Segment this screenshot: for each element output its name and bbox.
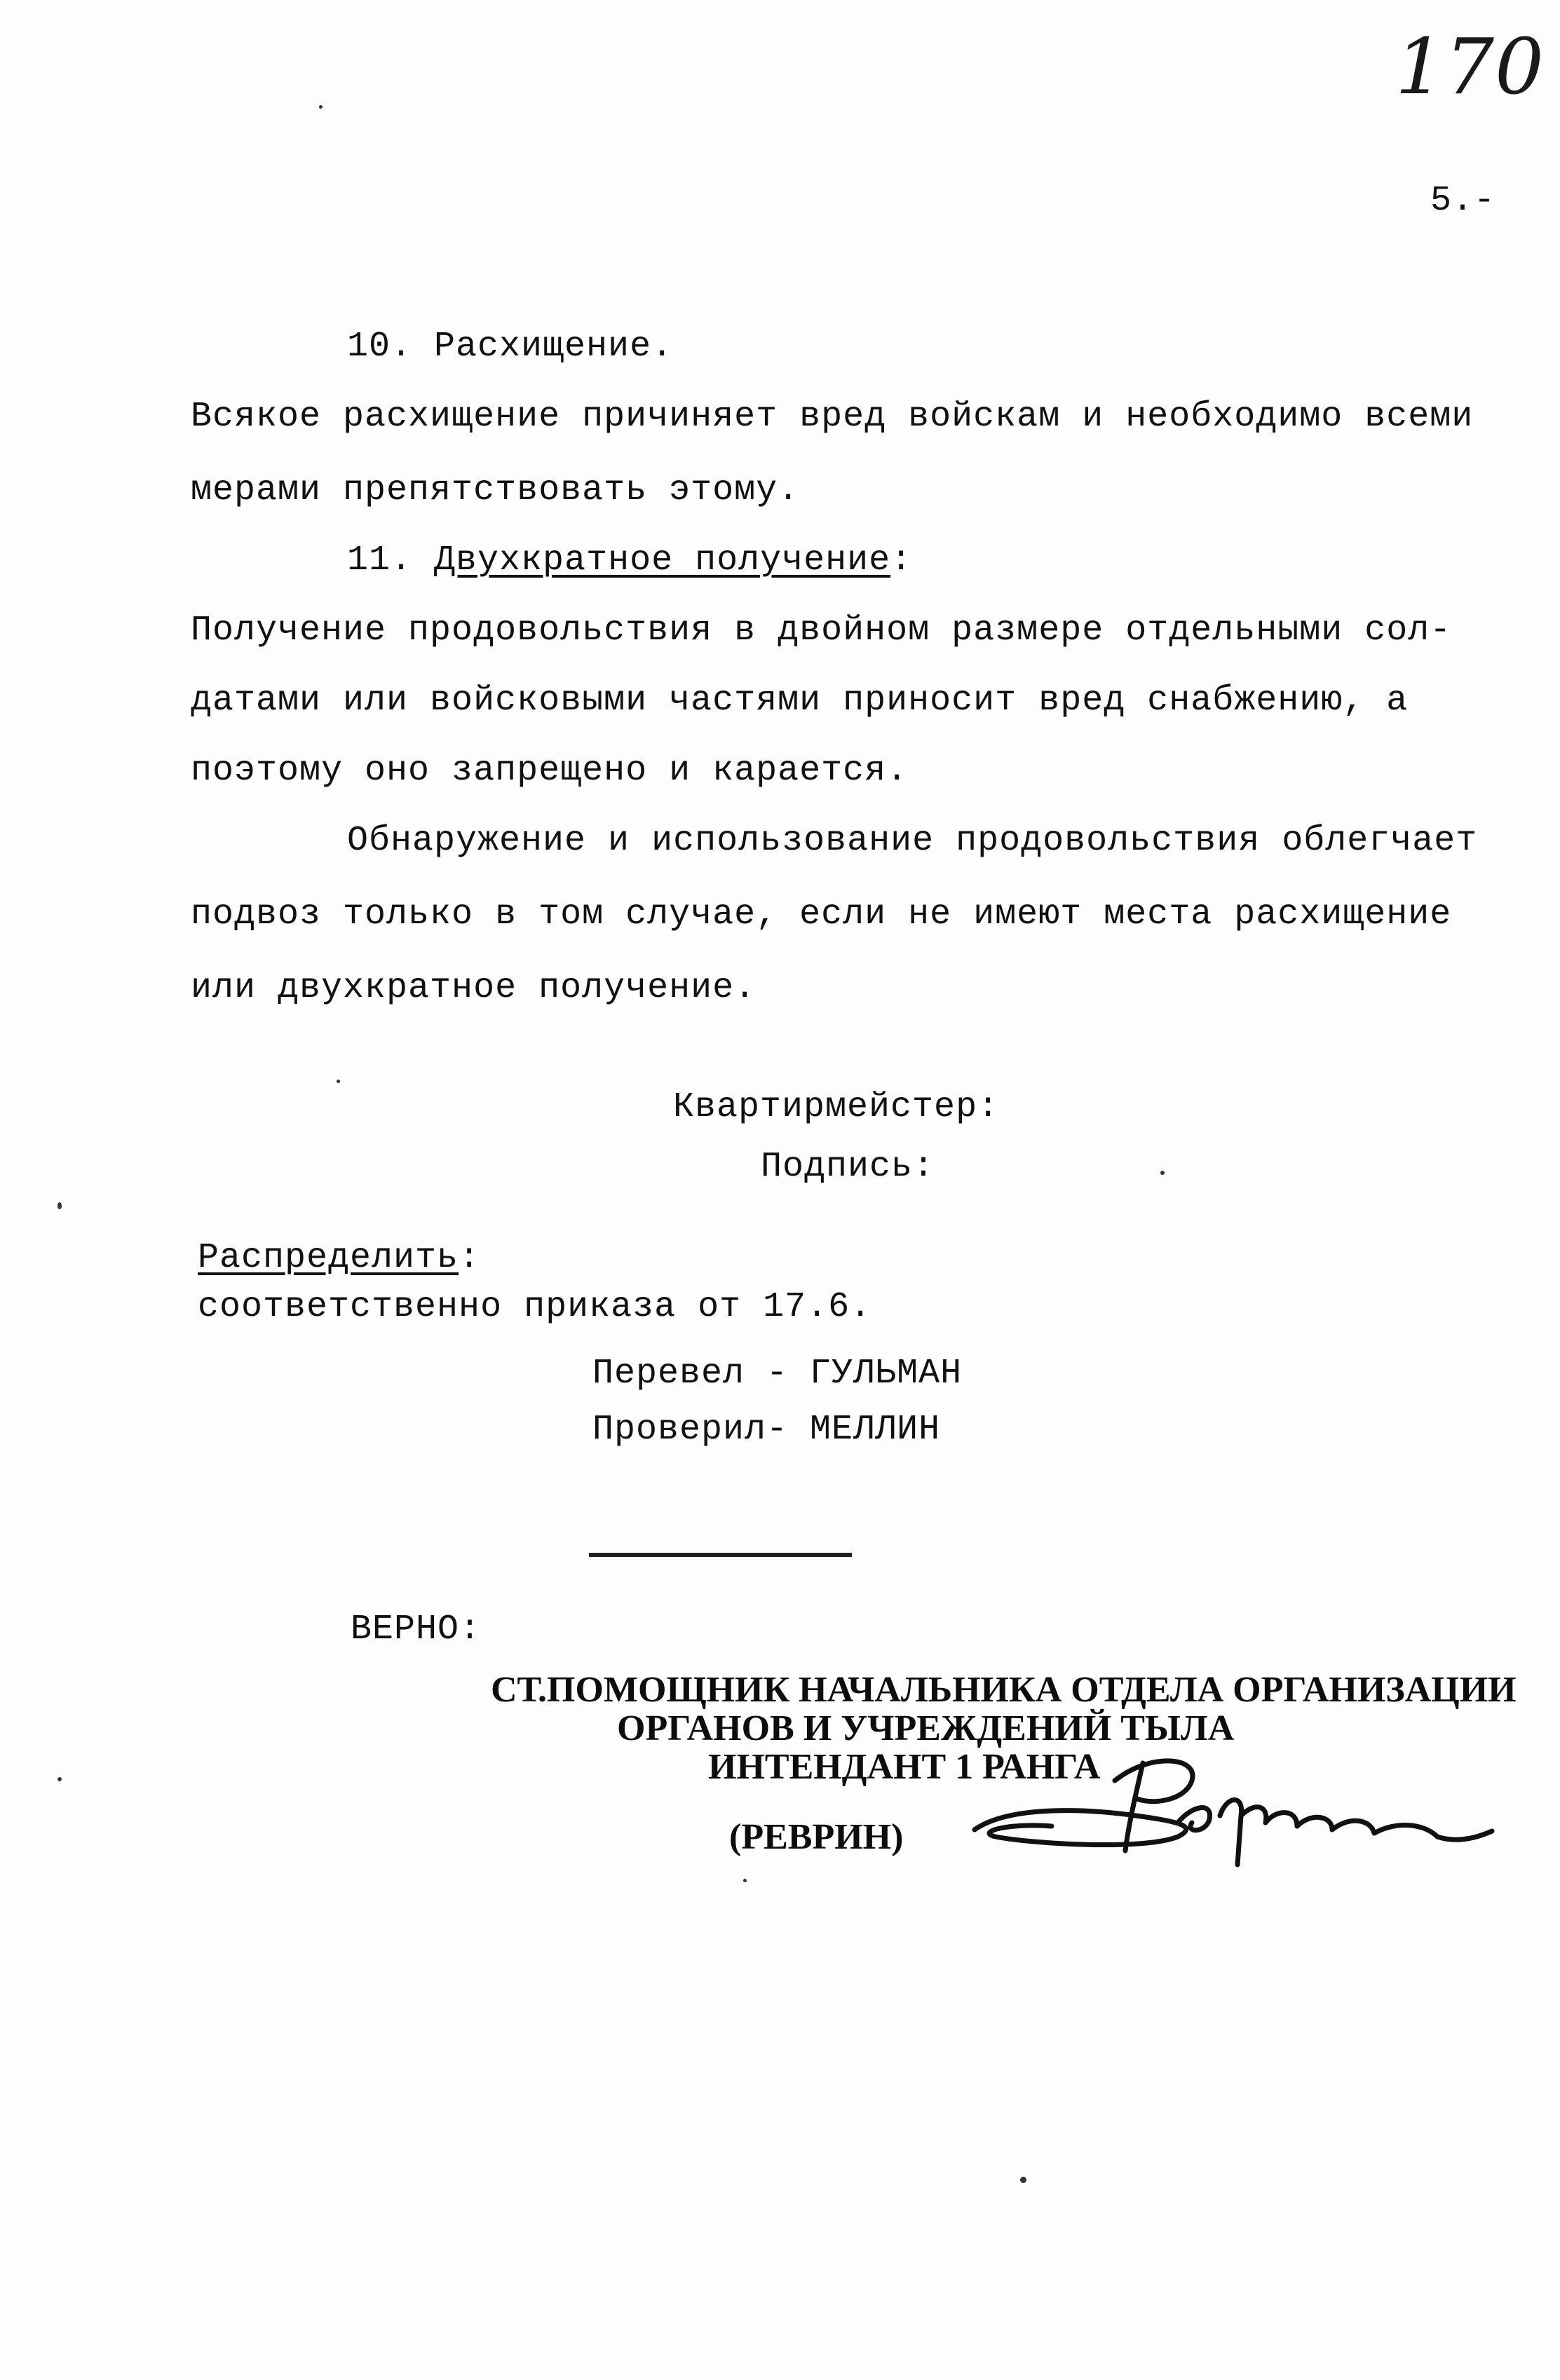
distribution-colon: : [459,1238,481,1278]
section-11-line-1: Получение продовольствия в двойном размере отдельными сол- [191,611,1452,651]
section-11-colon: : [890,540,913,580]
distribution-label [198,1238,481,1278]
paper-speck [337,1080,340,1083]
paper-speck [57,1202,62,1209]
section-10-line-1: Всякое расхищение причиняет вред войскам и необходимо всеми [191,397,1474,437]
closing-line-3: или двухкратное получение. [191,968,757,1008]
paper-speck [319,105,323,109]
distribution-text: соответственно приказа от 17.6. [198,1287,872,1327]
translated-by: Перевел - ГУЛЬМАН [592,1354,963,1394]
handwritten-signature [968,1739,1500,1879]
signature-label: Подпись: [761,1147,935,1187]
closing-line-2: подвоз только в том случае, если не имеют места расхищение [191,895,1452,934]
section-11-number: 11. [347,540,413,580]
separator-line [589,1553,852,1557]
verified-by: Проверил- МЕЛЛИН [592,1410,941,1450]
page-number: 5.- [1430,181,1496,221]
closing-line-1: Обнаружение и использование продовольствия облегчает [347,821,1478,861]
section-10-line-2: мерами препятствовать этому. [191,470,800,510]
archive-number: 170 [1395,22,1545,111]
officer-name: (РЕВРИН) [729,1817,904,1857]
stamp-line-1: СТ.ПОМОЩНИК НАЧАЛЬНИКА ОТДЕЛА ОРГАНИЗАЦИИ [491,1670,1517,1710]
section-10-heading: 10. Расхищение. [347,327,674,367]
certification-label: ВЕРНО: [351,1610,482,1650]
paper-speck [1160,1171,1165,1175]
stamp-line-2: ОРГАНОВ И УЧРЕЖДЕНИЙ ТЫЛА [617,1708,1235,1748]
paper-speck [1020,2177,1026,2183]
section-11-title: Двухкратное получение [434,540,891,580]
section-11-line-3: поэтому оно запрещено и карается. [191,751,909,791]
distribution-word: Распределить [198,1238,459,1278]
paper-speck [57,1777,62,1781]
quartermaster-title: Квартирмейстер: [673,1087,1000,1127]
paper-speck [743,1879,747,1882]
stamp-line-3: ИНТЕНДАНТ 1 РАНГА [708,1747,1101,1787]
section-11-heading [347,540,913,580]
section-11-line-2: датами или войсковыми частями приносит вред снабжению, а [191,681,1409,721]
